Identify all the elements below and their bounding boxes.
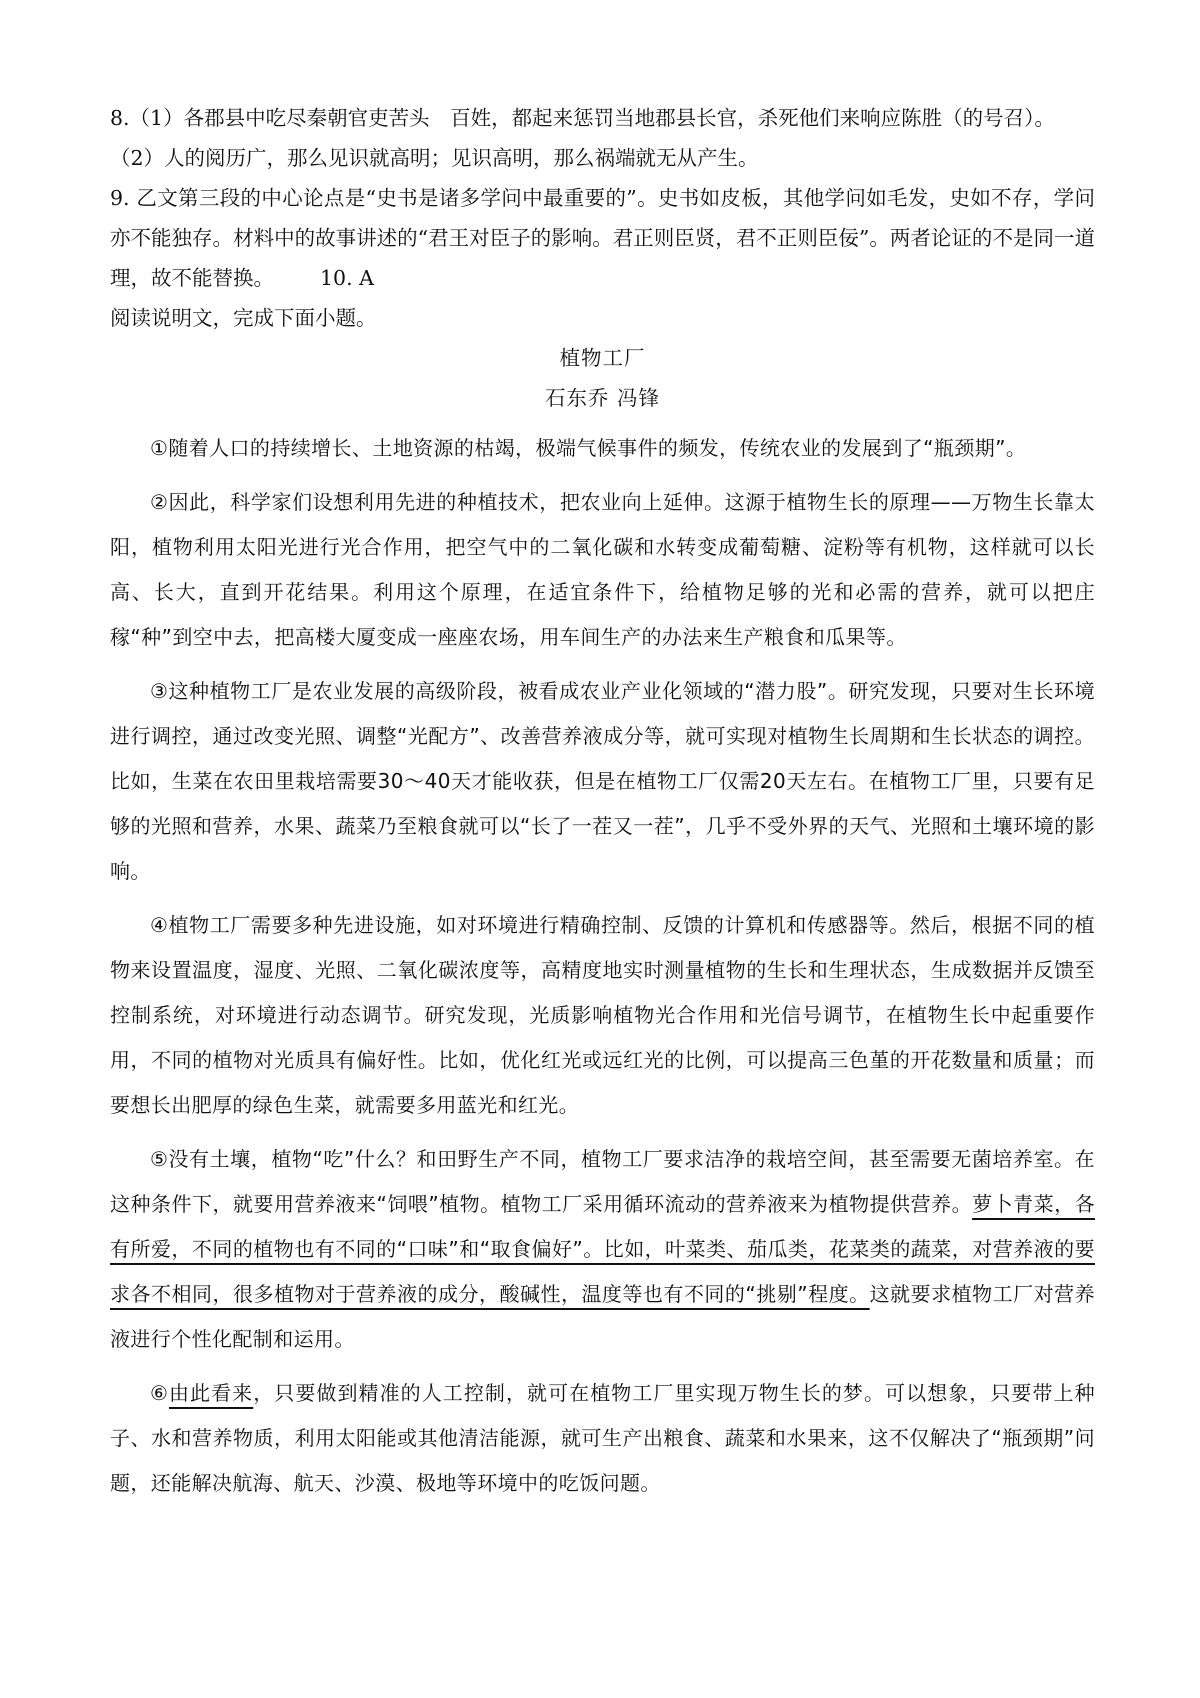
paragraph-2: ②因此，科学家们设想利用先进的种植技术，把农业向上延伸。这源于植物生长的原理——万物生长靠太阳，植物利用太阳光进行光合作用，把空气中的二氧化碳和水转变成葡萄糖、淀粉等有机物，这样就可以长高、长大，直到开花结果。利用这个原理，在适宜条件下，给植物足够的光和必需的营养，就可以把庄稼“种”到空中去，把高楼大厦变成一座座农场，用车间生产的办法来生产粮食和瓜果等。 bbox=[110, 490, 1095, 649]
paragraph-6-rest: ，只要做到精准的人工控制，就可在植物工厂里实现万物生长的梦。可以想象，只要带上种子、水和营养物质，利用太阳能或其他清洁能源，就可生产出粮食、蔬菜和水果来，这不仅解决了“瓶颈期”问题，还能解决航海、航天、沙漠、极地等环境中的吃饭问题。 bbox=[110, 1381, 1095, 1495]
answer-section bbox=[110, 98, 1095, 338]
paragraph-5-end: 这就要求植物工厂对营养液进行个性化配制和运用。 bbox=[110, 1282, 1095, 1351]
article bbox=[110, 338, 1095, 1506]
paragraph-6-underlined-phrase: 由此看来 bbox=[169, 1381, 254, 1405]
article-title: 植物工厂 bbox=[559, 346, 646, 370]
document-page bbox=[110, 98, 1095, 1515]
article-author: 石东乔 冯锋 bbox=[544, 386, 661, 410]
answer-9-text: 9. 乙文第三段的中心论点是“史书是诸多学问中最重要的”。史书如皮板，其他学问如毛发，史如不存，学问亦不能独存。材料中的故事讲述的“君王对臣子的影响。君正则臣贤，君不正则臣佞”。两者论证的不是同一道理，故不能替换。 bbox=[110, 186, 1095, 290]
paragraph-1: ①随着人口的持续增长、土地资源的枯竭，极端气候事件的频发，传统农业的发展到了“瓶颈期”。 bbox=[150, 436, 1027, 460]
answer-8-1: 8.（1）各郡县中吃尽秦朝官吏苦头 百姓，都起来惩罚当地郡县长官，杀死他们来响应陈胜（的号召）。 bbox=[110, 106, 1055, 130]
paragraph-5-underlined-sentence: 萝卜青菜，各有所爱，不同的植物也有不同的“口味”和“取食偏好”。比如，叶菜类、茄瓜类，花菜类的蔬菜，对营养液的要求各不相同，很多植物对于营养液的成分，酸碱性，温度等也有不同的“挑剔”程度。 bbox=[110, 1192, 1095, 1306]
paragraph-3: ③这种植物工厂是农业发展的高级阶段，被看成农业产业化领域的“潜力股”。研究发现，只要对生长环境进行调控，通过改变光照、调整“光配方”、改善营养液成分等，就可实现对植物生长周期和生长状态的调控。比如，生菜在农田里栽培需要30～40天才能收获，但是在植物工厂仅需20天左右。在植物工厂里，只要有足够的光照和营养，水果、蔬菜乃至粮食就可以“长了一茬又一茬”，几乎不受外界的天气、光照和土壤环境的影响。 bbox=[110, 679, 1095, 883]
paragraph-5-start: ⑤没有土壤，植物“吃”什么？和田野生产不同，植物工厂要求洁净的栽培空间，甚至需要无菌培养室。在这种条件下，就要用营养液来“饲喂”植物。植物工厂采用循环流动的营养液来为植物提供营养。 bbox=[110, 1147, 1095, 1216]
answer-8-2: （2）人的阅历广，那么见识就高明；见识高明，那么祸端就无从产生。 bbox=[110, 146, 759, 170]
answer-10: 10. A bbox=[320, 266, 374, 290]
paragraph-5 bbox=[110, 1137, 1095, 1362]
answer-9 bbox=[110, 178, 1095, 298]
paragraph-4: ④植物工厂需要多种先进设施，如对环境进行精确控制、反馈的计算机和传感器等。然后，根据不同的植物来设置温度，湿度、光照、二氧化碳浓度等，高精度地实时测量植物的生长和生理状态，生成数据并反馈至控制系统，对环境进行动态调节。研究发现，光质影响植物光合作用和光信号调节，在植物生长中起重要作用，不同的植物对光质具有偏好性。比如，优化红光或远红光的比例，可以提高三色堇的开花数量和质量；而要想长出肥厚的绿色生菜，就需要多用蓝光和红光。 bbox=[110, 913, 1095, 1117]
reading-instruction: 阅读说明文，完成下面小题。 bbox=[110, 306, 377, 330]
paragraph-6 bbox=[110, 1371, 1095, 1506]
paragraph-6-number: ⑥ bbox=[150, 1381, 169, 1405]
